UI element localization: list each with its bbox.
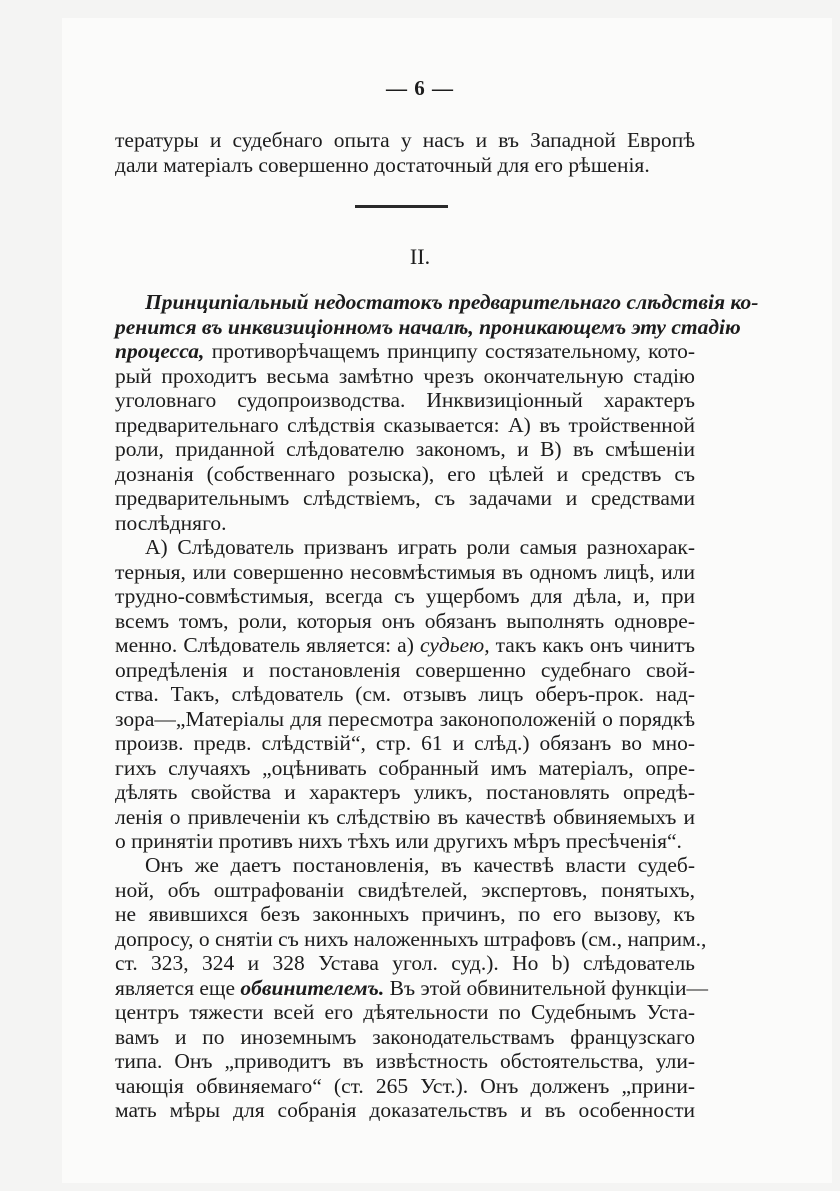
text-line: предварительнымъ слѣдствіемъ, съ задачами и средствами: [115, 486, 695, 510]
text-line: предварительнаго слѣдствія сказывается: А) въ тройственной: [115, 412, 695, 437]
text-line: тературы и судебнаго опыта у насъ и въ Западной Европѣ: [115, 128, 695, 152]
text-line: [115, 975, 708, 1001]
text-line: [115, 290, 759, 315]
text-line: о принятіи противъ нихъ тѣхъ или другихъ мѣръ пресѣченія“.: [115, 829, 682, 853]
text-line: гихъ случаяхъ „оцѣнивать собранный имъ матеріалъ, опре-: [115, 755, 695, 780]
text-line: ной, объ оштрафованіи свидѣтелей, экспертовъ, понятыхъ,: [115, 877, 695, 902]
text-line: мать мѣры для собранія доказательствъ и въ особенности: [115, 1098, 695, 1122]
text-line: ства. Такъ, слѣдователь (см. отзывъ лицъ оберъ-прок. над-: [115, 682, 695, 706]
italic-phrase: Принципіальный недостатокъ предварительнаго слѣдствія ко-: [145, 290, 759, 314]
italic-phrase: судьею,: [419, 633, 490, 657]
text-line: центръ тяжести всей его дѣятельности по Судебнымъ Уста-: [115, 1000, 695, 1024]
text-line: А) Слѣдователь призванъ играть роли самыя разнохарак-: [145, 535, 695, 559]
paragraph-3: [115, 853, 708, 1123]
text-line: трудно-совмѣстимыя, всегда съ ущербомъ для дѣла, и, при: [115, 584, 695, 608]
paragraph-2: [115, 535, 695, 854]
text-line: дали матеріалъ совершенно достаточный для его рѣшенія.: [115, 152, 650, 177]
text-line: роли, приданной слѣдователю закономъ, и В) въ смѣшеніи: [115, 437, 695, 461]
text-line: Онъ же даетъ постановленія, въ качествѣ власти судеб-: [145, 853, 695, 877]
intro-paragraph: [115, 128, 695, 177]
page-number: — 6 —: [386, 76, 454, 100]
text-line: дознанія (собственнаго розыска), его цѣлей и средствъ съ: [115, 461, 695, 486]
text-line: послѣдняго.: [115, 510, 227, 535]
text-line: [115, 314, 741, 340]
section-divider: [355, 205, 448, 208]
text-line: терныя, или совершенно несовмѣстимыя въ одномъ лицѣ, или: [115, 559, 695, 584]
text-line: чающія обвиняемаго“ (ст. 265 Уст.). Онъ долженъ „прини-: [115, 1073, 695, 1098]
text-line: допросу, о снятіи съ нихъ наложенныхъ штрафовъ (см., наприм.,: [115, 926, 707, 951]
text-line: [115, 339, 695, 364]
text-line: произв. предв. слѣдствій“, стр. 61 и слѣд.) обязанъ во мно-: [115, 731, 695, 755]
section-title: II.: [409, 244, 431, 269]
italic-phrase: обвинителемъ.: [240, 975, 385, 1000]
text-line: типа. Онъ „приводитъ въ извѣстность обстоятельства, ули-: [115, 1049, 695, 1073]
italic-phrase: ренится въ инквизиціонномъ началѣ, проникающемъ эту стадію: [115, 314, 741, 339]
paragraph-1: [115, 290, 759, 535]
text-line: уголовнаго судопроизводства. Инквизиціонный характеръ: [115, 388, 695, 412]
text-run: противорѣчащемъ принципу состязательному, кото-: [204, 339, 695, 363]
text-line: не явившихся безъ законныхъ причинъ, по его вызову, къ: [115, 902, 695, 926]
italic-phrase: процесса,: [115, 339, 205, 363]
text-run: является еще: [115, 975, 241, 1000]
text-run: менно. Слѣдователь является: а): [115, 633, 420, 657]
text-line: [115, 633, 695, 658]
text-line: опредѣленія и постановленія совершенно судебнаго свой-: [115, 657, 695, 682]
text-line: зора—„Матеріалы для пересмотра законоположеній о порядкѣ: [115, 706, 695, 731]
text-run: Въ этой обвинительной функціи—: [384, 975, 708, 1000]
text-line: рый проходитъ весьма замѣтно чрезъ окончательную стадію: [115, 363, 695, 388]
text-line: всемъ томъ, роли, которыя онъ обязанъ выполнять одновре-: [115, 608, 695, 633]
text-line: ленія о привлеченіи къ слѣдствію въ качествѣ обвиняемыхъ и: [115, 804, 695, 829]
text-line: ст. 323, 324 и 328 Устава угол. суд.). Но b) слѣдователь: [115, 951, 695, 975]
text-run: такъ какъ онъ чинитъ: [489, 633, 695, 657]
text-line: дѣлять свойства и характеръ уликъ, постановлять опредѣ-: [115, 780, 695, 804]
text-line: вамъ и по иноземнымъ законодательствамъ французскаго: [115, 1024, 695, 1049]
